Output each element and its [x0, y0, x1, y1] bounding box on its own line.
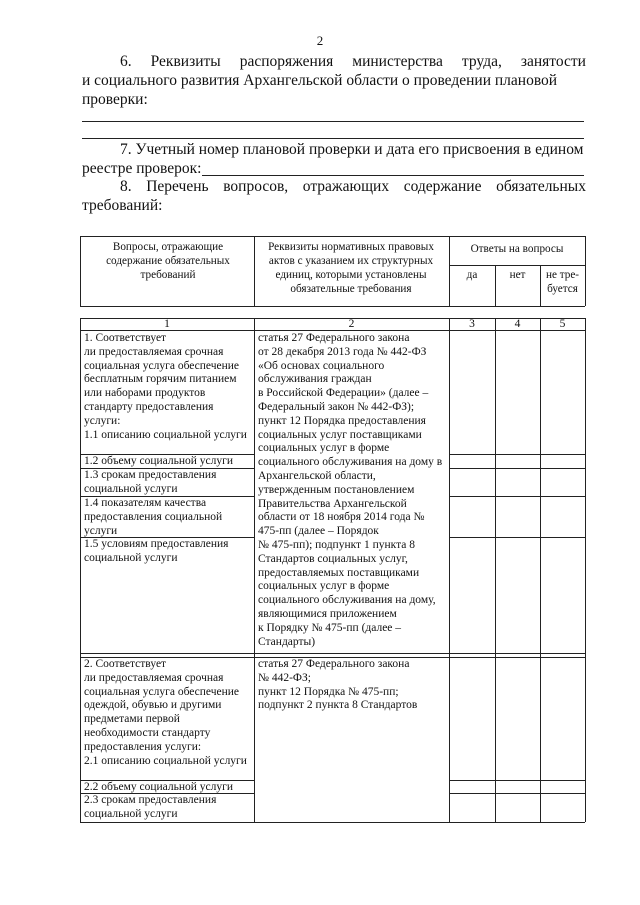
- header-answers: Ответы на вопросы: [470, 243, 564, 255]
- item6-word: распоряжения: [239, 53, 334, 70]
- item8-word: Перечень: [146, 178, 209, 195]
- question-1-3: 1.3 срокам предоставления социальной услуги: [84, 469, 217, 495]
- question-2-2: 2.2 объему социальной услуги: [84, 781, 234, 793]
- header-yes: да: [466, 269, 478, 281]
- col-number-5: 5: [559, 318, 566, 330]
- requisites-1: статья 27 Федерального закона от 28 декабря 2013 года № 442-ФЗ «Об основах социального обслуживания граждан в Российской Федерации» (далее – Федеральный закон № 442-ФЗ); пункт 12 Порядка предоставления социальных услуг поставщиками социальных услуг в форме социального обслуживания на дому в Архангельской области, утвержденным постановлением Правительства Архангельской области от 18 ноября 2014 года № 475-пп (далее – Порядок № 475-пп); подпункт 1 пункта 8 Стандартов социальных услуг, предоставляемых поставщиками социальных услуг в форме социального обслуживания на дому, являющимися приложением к Порядку № 475-пп (далее – Стандарты): [258, 332, 443, 648]
- question-1-2: 1.2 объему социальной услуги: [84, 455, 234, 467]
- item8-line1: [82, 178, 586, 197]
- item6-line2: и социального развития Архангельской области о проведении плановой: [82, 72, 558, 89]
- item6-word: Реквизиты: [150, 53, 221, 70]
- question-2: 2. Соответствует ли предоставляемая срочная социальная услуга обеспечение одеждой, обувью и другими предметами первой необходимости стандарту предоставления услуги: 2.1 описанию социальной услуги: [84, 658, 247, 767]
- col-number-2: 2: [348, 318, 355, 330]
- item6-word: занятости: [520, 53, 586, 70]
- question-2-3: 2.3 срокам предоставления социальной услуги: [84, 794, 217, 820]
- question-1-5: 1.5 условиям предоставления социальной услуги: [84, 538, 229, 564]
- header-questions: Вопросы, отражающие содержание обязательных требований: [106, 241, 230, 281]
- fill-line: [82, 121, 584, 122]
- item6-line1: [82, 53, 586, 72]
- header-not-required: не тре- буется: [545, 269, 580, 295]
- item8-word: обязательных: [496, 178, 586, 195]
- item8-word: содержание: [403, 178, 482, 195]
- item6-word: 6.: [120, 53, 132, 70]
- item8-word: 8.: [120, 178, 132, 195]
- item6-word: труда,: [461, 53, 502, 70]
- item8-line2: требований:: [82, 197, 163, 214]
- fill-line: [202, 175, 584, 176]
- item6-word: министерства: [352, 53, 443, 70]
- col-number-4: 4: [514, 318, 521, 330]
- question-1: 1. Соответствует ли предоставляемая срочная социальная услуга обеспечение бесплатным горячим питанием или наборами продуктов стандарту предоставления услуги: 1.1 описанию социальной услуги: [84, 332, 247, 441]
- item7-line1: 7. Учетный номер плановой проверки и дата его присвоения в едином: [120, 141, 584, 158]
- page-number: 2: [316, 33, 324, 48]
- header-no: нет: [509, 269, 526, 281]
- header-requisites: Реквизиты нормативных правовых актов с указанием их структурных единиц, которыми установлены обязательные требования: [268, 241, 434, 295]
- requisites-2: статья 27 Федерального закона № 442-ФЗ; пункт 12 Порядка № 475-пп; подпункт 2 пункта 8 Стандартов: [258, 658, 418, 712]
- col-number-3: 3: [469, 318, 475, 330]
- item6-line3: проверки:: [82, 91, 148, 108]
- col-number-1: 1: [164, 318, 170, 330]
- item7-line2: реестре проверок:: [82, 160, 202, 177]
- question-1-4: 1.4 показателям качества предоставления социальной услуги: [84, 497, 223, 537]
- item8-word: отражающих: [302, 178, 390, 195]
- fill-line: [82, 138, 584, 139]
- item8-word: вопросов,: [223, 178, 289, 195]
